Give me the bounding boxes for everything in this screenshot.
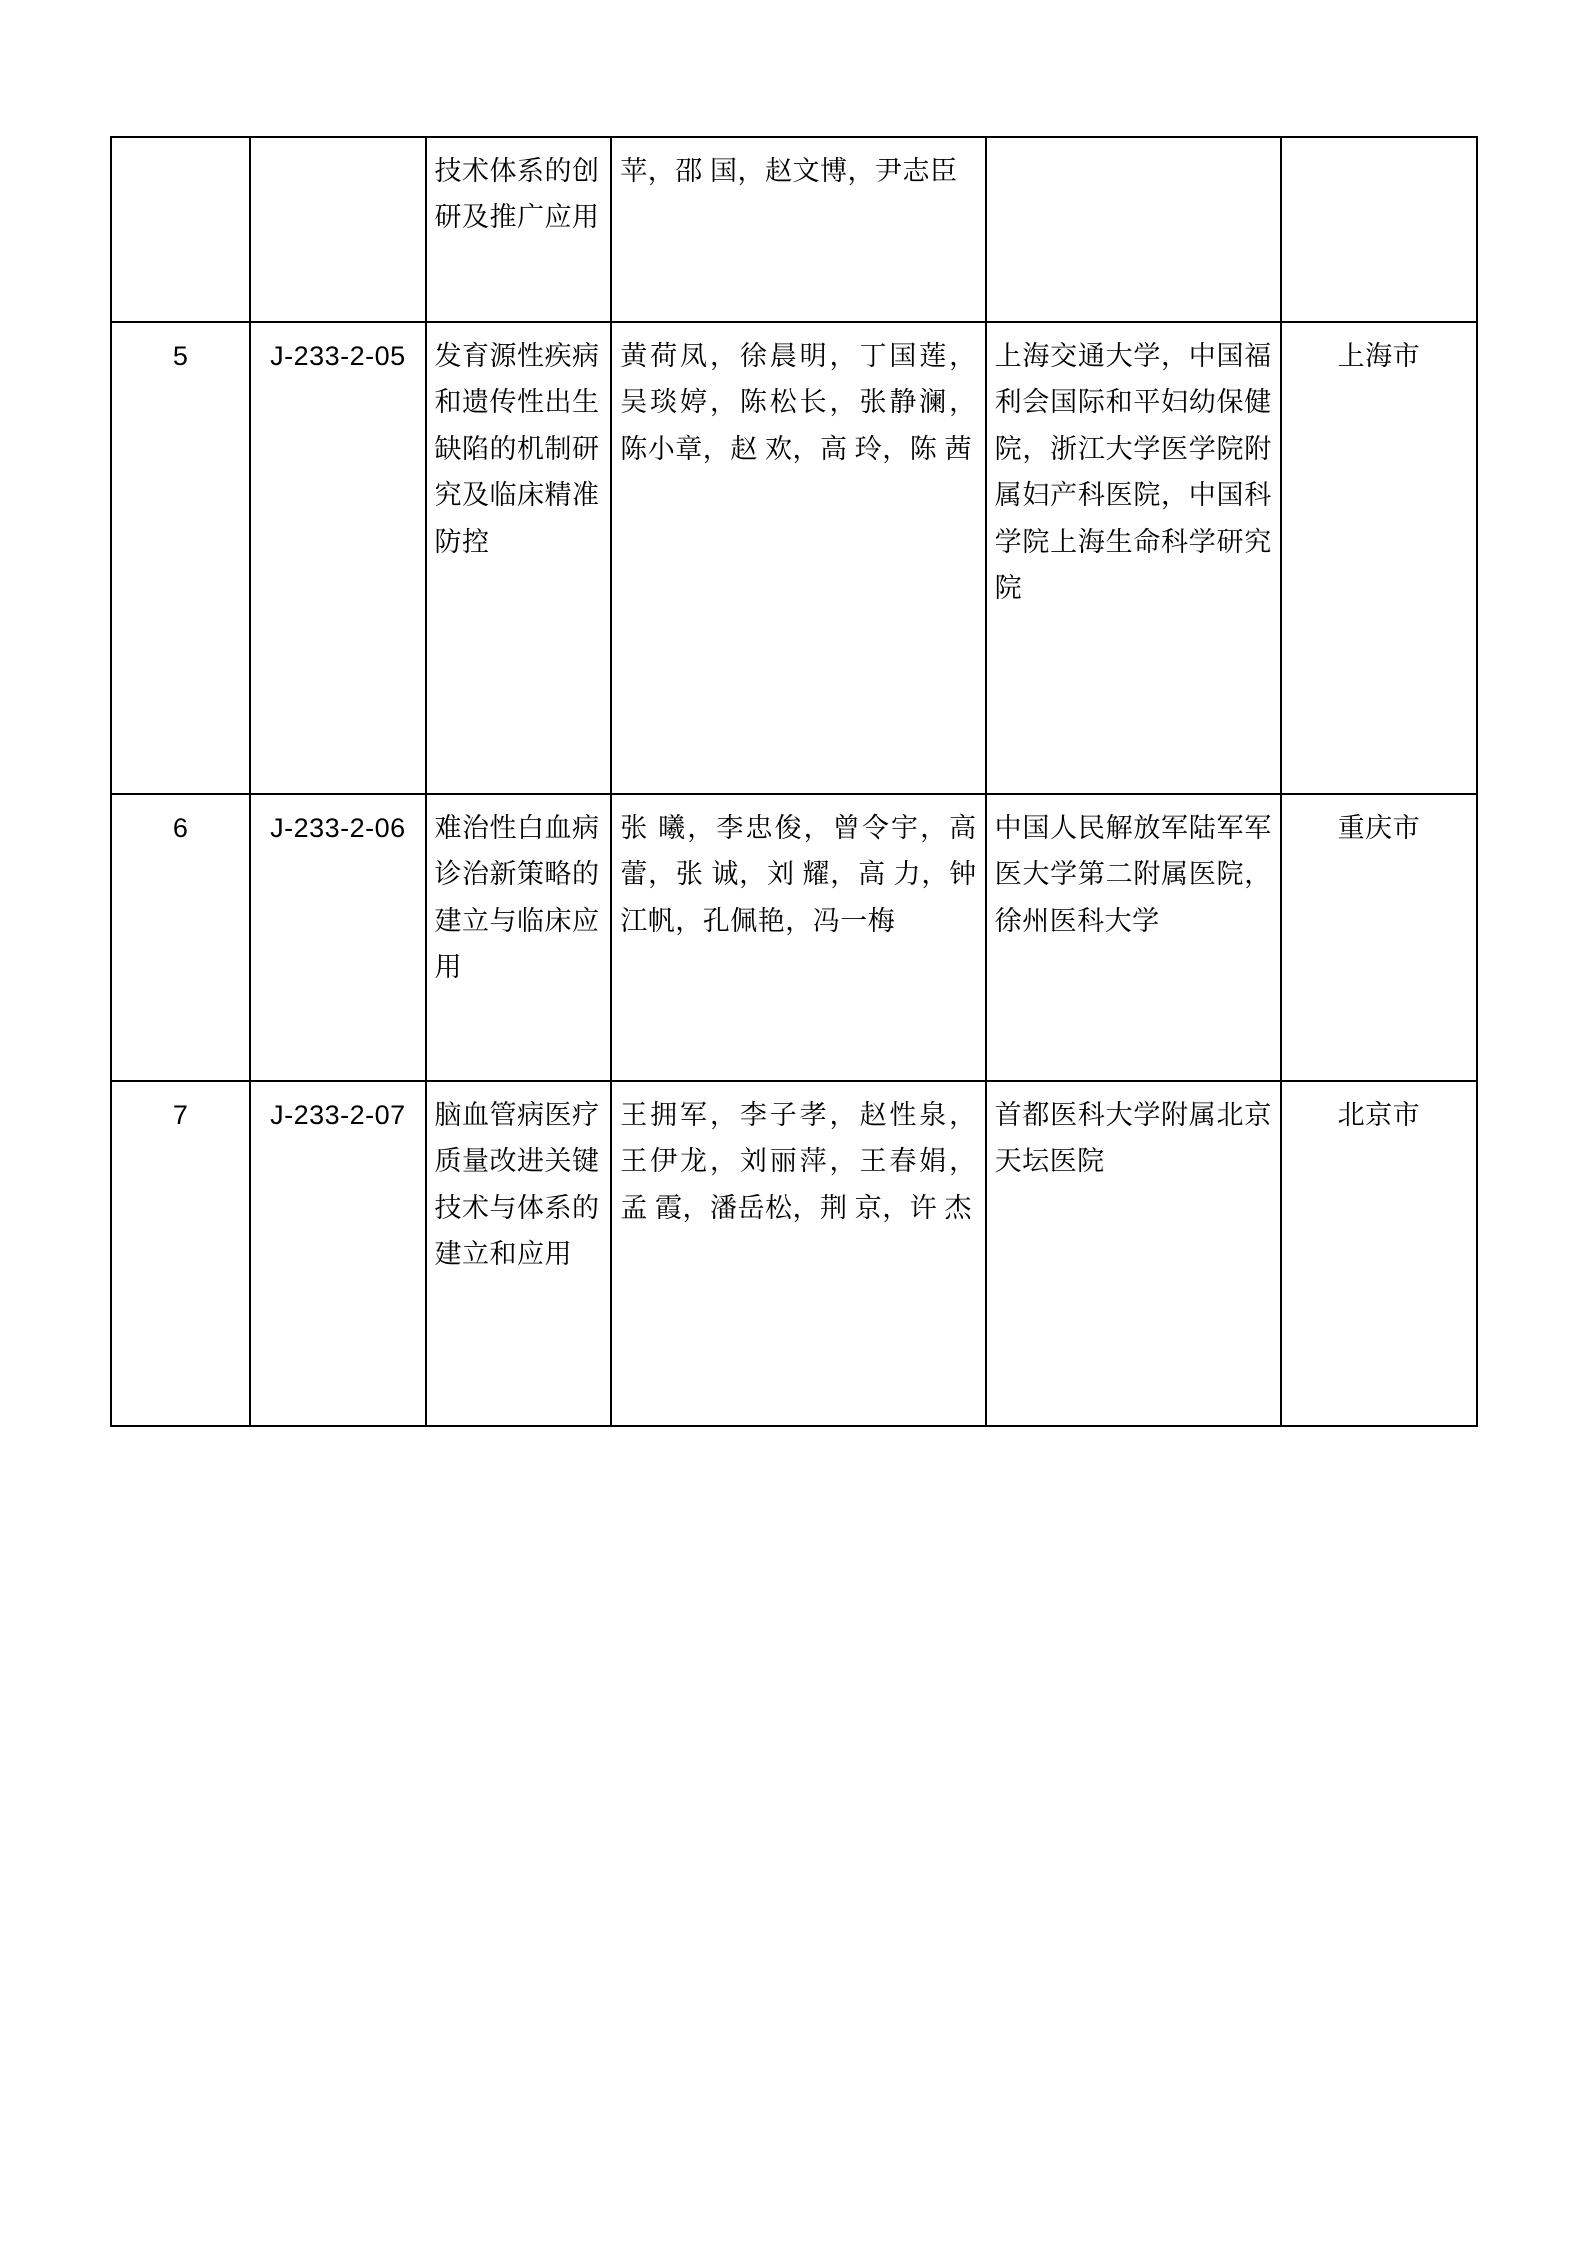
cell-index: 7 (111, 1081, 250, 1426)
cell-index: 6 (111, 794, 250, 1081)
cell-title: 技术体系的创研及推广应用 (426, 137, 612, 322)
cell-people: 黄荷凤，徐晨明，丁国莲，吴琰婷，陈松长，张静澜，陈小章，赵 欢，高 玲，陈 茜 (611, 322, 985, 794)
cell-org: 上海交通大学，中国福利会国际和平妇幼保健院，浙江大学医学院附属妇产科医院，中国科学院上海生命科学研究院 (986, 322, 1281, 794)
cell-code: J-233-2-05 (250, 322, 425, 794)
cell-region (1281, 137, 1477, 322)
table-row (111, 322, 1477, 794)
cell-index: 5 (111, 322, 250, 794)
cell-region: 重庆市 (1281, 794, 1477, 1081)
cell-title: 发育源性疾病和遗传性出生缺陷的机制研究及临床精准防控 (426, 322, 612, 794)
cell-code: J-233-2-07 (250, 1081, 425, 1426)
award-table (110, 136, 1478, 1427)
cell-region: 上海市 (1281, 322, 1477, 794)
award-table-body (111, 137, 1477, 1426)
cell-region: 北京市 (1281, 1081, 1477, 1426)
cell-people: 王拥军，李子孝，赵性泉，王伊龙，刘丽萍，王春娟，孟 霞，潘岳松，荆 京，许 杰 (611, 1081, 985, 1426)
cell-org: 首都医科大学附属北京天坛医院 (986, 1081, 1281, 1426)
cell-org: 中国人民解放军陆军军医大学第二附属医院，徐州医科大学 (986, 794, 1281, 1081)
table-row (111, 137, 1477, 322)
cell-people: 苹，邵 国，赵文博，尹志臣 (611, 137, 985, 322)
table-row (111, 794, 1477, 1081)
cell-index (111, 137, 250, 322)
cell-code: J-233-2-06 (250, 794, 425, 1081)
table-row (111, 1081, 1477, 1426)
cell-org (986, 137, 1281, 322)
award-table-container (110, 136, 1478, 1427)
cell-code (250, 137, 425, 322)
cell-people: 张 曦，李忠俊，曾令宇，高 蕾，张 诚，刘 耀，高 力，钟江帆，孔佩艳，冯一梅 (611, 794, 985, 1081)
cell-title: 难治性白血病诊治新策略的建立与临床应用 (426, 794, 612, 1081)
cell-title: 脑血管病医疗质量改进关键技术与体系的建立和应用 (426, 1081, 612, 1426)
